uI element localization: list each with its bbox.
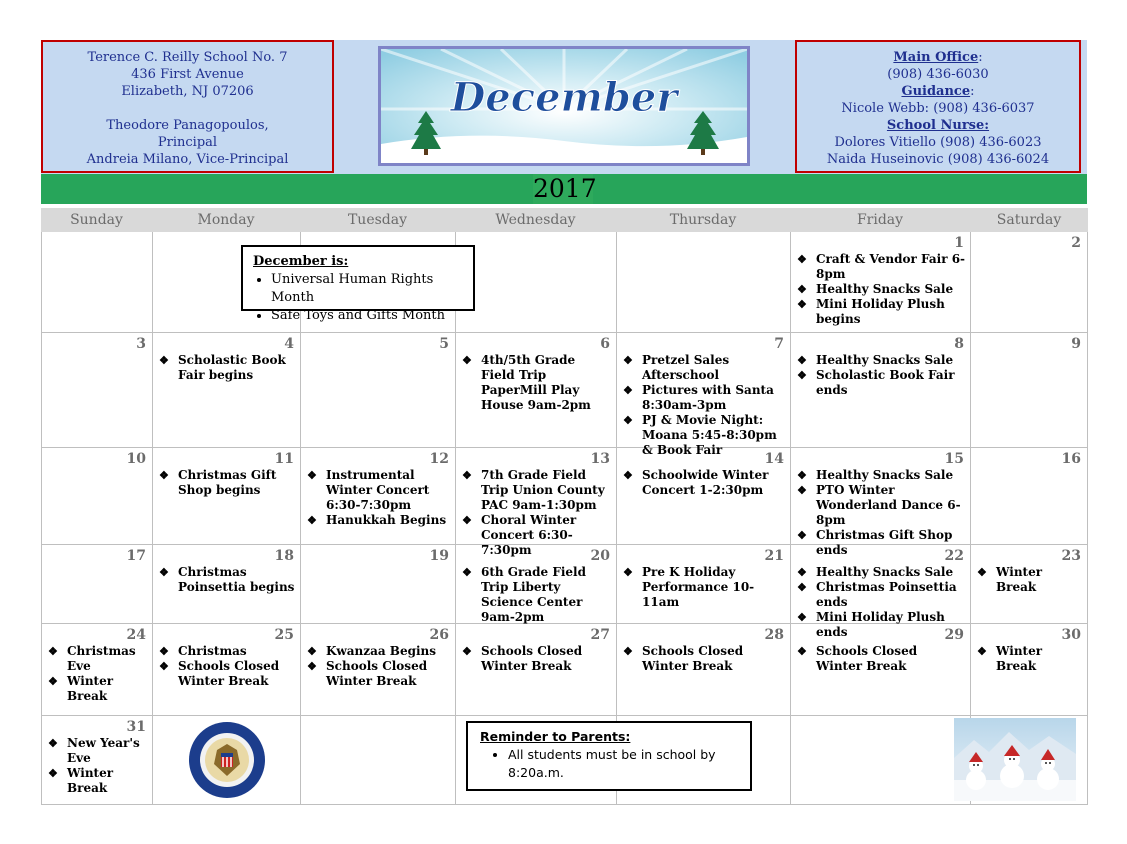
diamond-bullet-icon: ❖ [797, 566, 807, 579]
day-header-monday: Monday [152, 208, 301, 232]
event-text: Schools Closed Winter Break [178, 659, 280, 688]
day-number: 31 [126, 719, 146, 735]
event-text: Healthy Snacks Sale [816, 353, 954, 367]
day-number: 10 [126, 451, 146, 467]
nurse-contact-2: Naida Huseinovic (908) 436-6024 [826, 152, 1050, 167]
day-cell [41, 624, 152, 716]
event-text: Healthy Snacks Sale [816, 282, 954, 296]
day-cell [616, 545, 790, 624]
day-cell [455, 545, 616, 624]
school-info-box [41, 40, 334, 173]
observance-item: • Universal Human Rights Month [271, 271, 463, 307]
diamond-bullet-icon: ❖ [797, 369, 807, 382]
day-number: 26 [429, 627, 449, 643]
event-item [977, 565, 1083, 595]
day-number: 25 [274, 627, 294, 643]
diamond-bullet-icon: ❖ [623, 384, 633, 397]
diamond-bullet-icon: ❖ [462, 566, 472, 579]
day-number: 27 [590, 627, 610, 643]
day-cell [455, 333, 616, 448]
event-text: Schools Closed Winter Break [816, 644, 918, 673]
state-seal-icon [184, 720, 270, 800]
diamond-bullet-icon: ❖ [623, 645, 633, 658]
event-text: PTO Winter Wonderland Dance 6-8pm [816, 483, 961, 527]
event-text: Pre K Holiday Performance 10-11am [642, 565, 755, 609]
day-cell [455, 624, 616, 716]
reminder-item: • All students must be in school by 8:20a.m. [508, 746, 738, 782]
event-item [623, 383, 786, 413]
day-number: 21 [764, 548, 784, 564]
diamond-bullet-icon: ❖ [307, 514, 317, 527]
empty-day-cell [616, 232, 790, 333]
event-text: Christmas Poinsettia begins [178, 565, 295, 594]
main-office-phone: (908) 436-6030 [887, 67, 989, 82]
event-item [462, 353, 612, 413]
day-header-wednesday: Wednesday [455, 208, 617, 232]
event-text: Winter Break [67, 766, 114, 795]
day-cell [970, 333, 1088, 448]
school-address-line2: Elizabeth, NJ 07206 [121, 84, 254, 99]
diamond-bullet-icon: ❖ [797, 581, 807, 594]
diamond-bullet-icon: ❖ [797, 611, 807, 624]
event-text: New Year's Eve [67, 736, 140, 765]
day-cell [41, 448, 152, 545]
day-number: 30 [1061, 627, 1081, 643]
event-text: Schoolwide Winter Concert 1-2:30pm [642, 468, 769, 497]
banner-month: December [450, 74, 678, 121]
event-text: Scholastic Book Fair begins [178, 353, 286, 382]
event-item [797, 468, 966, 483]
diamond-bullet-icon: ❖ [797, 253, 807, 266]
diamond-bullet-icon: ❖ [48, 645, 58, 658]
diamond-bullet-icon: ❖ [159, 469, 169, 482]
day-number: 17 [126, 548, 146, 564]
event-item [48, 736, 148, 766]
day-number: 5 [439, 336, 449, 352]
diamond-bullet-icon: ❖ [623, 414, 633, 427]
diamond-bullet-icon: ❖ [797, 469, 807, 482]
event-item [48, 674, 148, 704]
empty-day-cell [790, 716, 970, 805]
day-cell [152, 333, 300, 448]
day-cell [152, 545, 300, 624]
event-item [623, 565, 786, 610]
event-text: Craft & Vendor Fair 6-8pm [816, 252, 966, 281]
event-item [159, 353, 296, 383]
event-item [797, 368, 966, 398]
empty-day-cell [455, 232, 616, 333]
event-item [307, 659, 451, 689]
event-item [462, 565, 612, 625]
day-cell [790, 333, 970, 448]
day-number: 18 [274, 548, 294, 564]
day-number: 9 [1071, 336, 1081, 352]
diamond-bullet-icon: ❖ [462, 469, 472, 482]
event-item [307, 468, 451, 513]
vice-principal: Andreia Milano, Vice-Principal [86, 152, 289, 167]
event-item [159, 659, 296, 689]
december-observances-box [241, 245, 475, 323]
event-text: Schools Closed Winter Break [642, 644, 744, 673]
event-text: Schools Closed Winter Break [481, 644, 583, 673]
event-item [797, 580, 966, 610]
day-number: 6 [600, 336, 610, 352]
observance-item: • Safe Toys and Gifts Month [271, 307, 463, 325]
diamond-bullet-icon: ❖ [797, 484, 807, 497]
day-number: 15 [944, 451, 964, 467]
main-office-label: Main Office [893, 50, 979, 65]
event-item [797, 565, 966, 580]
reminder-box [466, 721, 752, 791]
day-header-saturday: Saturday [970, 208, 1089, 232]
diamond-bullet-icon: ❖ [797, 298, 807, 311]
event-text: Winter Break [67, 674, 114, 703]
day-cell [970, 624, 1088, 716]
event-text: Christmas Eve [67, 644, 136, 673]
event-item [48, 766, 148, 796]
day-number: 16 [1061, 451, 1081, 467]
diamond-bullet-icon: ❖ [623, 354, 633, 367]
school-address-line1: 436 First Avenue [131, 67, 244, 82]
empty-day-cell [300, 716, 455, 805]
year-label: 2017 [533, 174, 597, 203]
diamond-bullet-icon: ❖ [797, 645, 807, 658]
diamond-bullet-icon: ❖ [159, 645, 169, 658]
diamond-bullet-icon: ❖ [797, 354, 807, 367]
event-item [797, 644, 966, 674]
day-cell [300, 448, 455, 545]
day-cell [790, 232, 970, 333]
event-text: Christmas Poinsettia ends [816, 580, 957, 609]
day-number: 11 [274, 451, 294, 467]
day-cell [300, 624, 455, 716]
diamond-bullet-icon: ❖ [977, 645, 987, 658]
event-item [159, 644, 296, 659]
event-text: PJ & Movie Night: Moana 5:45-8:30pm & Book Fair [642, 413, 777, 457]
event-item [797, 252, 966, 282]
day-number: 7 [774, 336, 784, 352]
diamond-bullet-icon: ❖ [48, 675, 58, 688]
day-number: 13 [590, 451, 610, 467]
day-number: 20 [590, 548, 610, 564]
day-number: 19 [429, 548, 449, 564]
diamond-bullet-icon: ❖ [797, 283, 807, 296]
day-cell [300, 333, 455, 448]
day-header-thursday: Thursday [616, 208, 791, 232]
december-box-title: December is: [253, 254, 349, 269]
day-number: 12 [429, 451, 449, 467]
diamond-bullet-icon: ❖ [48, 767, 58, 780]
day-number: 3 [136, 336, 146, 352]
diamond-bullet-icon: ❖ [307, 469, 317, 482]
event-text: Schools Closed Winter Break [326, 659, 428, 688]
event-item [797, 297, 966, 327]
event-text: Hanukkah Begins [326, 513, 447, 527]
day-number: 1 [954, 235, 964, 251]
december-banner [378, 46, 750, 166]
event-text: Kwanzaa Begins [326, 644, 437, 658]
event-text: Winter Break [996, 565, 1043, 594]
event-item [977, 644, 1083, 674]
day-cell [300, 545, 455, 624]
nurse-contact-1: Dolores Vitiello (908) 436-6023 [834, 135, 1042, 150]
day-cell [616, 448, 790, 545]
day-number: 14 [764, 451, 784, 467]
principal-title: Principal [157, 135, 218, 150]
diamond-bullet-icon: ❖ [159, 660, 169, 673]
day-cell [152, 624, 300, 716]
event-item [462, 644, 612, 674]
diamond-bullet-icon: ❖ [159, 566, 169, 579]
school-nurse-label: School Nurse: [886, 118, 990, 133]
diamond-bullet-icon: ❖ [462, 645, 472, 658]
school-name: Terence C. Reilly School No. 7 [87, 50, 288, 65]
day-cell [616, 624, 790, 716]
event-item [797, 483, 966, 528]
reminder-title: Reminder to Parents: [480, 729, 631, 744]
day-cell [970, 232, 1088, 333]
diamond-bullet-icon: ❖ [307, 645, 317, 658]
event-text: Mini Holiday Plush ends [816, 610, 945, 639]
diamond-bullet-icon: ❖ [462, 514, 472, 527]
event-item [462, 468, 612, 513]
day-number: 28 [764, 627, 784, 643]
event-text: Christmas Gift Shop begins [178, 468, 277, 497]
event-text: Christmas [178, 644, 247, 658]
day-cell [41, 545, 152, 624]
calendar-grid [41, 208, 1088, 805]
day-number: 23 [1061, 548, 1081, 564]
day-header-friday: Friday [790, 208, 971, 232]
diamond-bullet-icon: ❖ [48, 737, 58, 750]
day-header-tuesday: Tuesday [300, 208, 456, 232]
diamond-bullet-icon: ❖ [462, 354, 472, 367]
event-item [623, 468, 786, 498]
event-text: Mini Holiday Plush begins [816, 297, 945, 326]
diamond-bullet-icon: ❖ [977, 566, 987, 579]
principal-name: Theodore Panagopoulos, [106, 118, 269, 133]
event-text: Pretzel Sales Afterschool [642, 353, 730, 382]
event-text: 7th Grade Field Trip Union County PAC 9am-1:30pm [481, 468, 605, 512]
diamond-bullet-icon: ❖ [307, 660, 317, 673]
office-contacts-box: Main Office: (908) 436-6030 Guidance: Nicole Webb: (908) 436-6037 School Nurse: Dolores Vitiello (908) 436-6023 Naida Huseinovic (908) 436-6024 [795, 40, 1081, 173]
day-number: 22 [944, 548, 964, 564]
day-cell [41, 333, 152, 448]
day-number: 8 [954, 336, 964, 352]
guidance-contact: Nicole Webb: (908) 436-6037 [841, 101, 1035, 116]
day-number: 24 [126, 627, 146, 643]
event-item [623, 644, 786, 674]
event-item [307, 513, 451, 528]
banner-art [381, 49, 747, 163]
event-text: 6th Grade Field Trip Liberty Science Center 9am-2pm [481, 565, 587, 624]
event-item [797, 282, 966, 297]
diamond-bullet-icon: ❖ [623, 469, 633, 482]
event-text: Christmas Gift Shop ends [816, 528, 953, 557]
empty-day-cell [41, 232, 152, 333]
snowmen-picture-icon [954, 718, 1076, 801]
event-text: 4th/5th Grade Field Trip PaperMill Play House 9am-2pm [481, 353, 591, 412]
event-text: Healthy Snacks Sale [816, 565, 954, 579]
event-item [623, 353, 786, 383]
day-cell [970, 448, 1088, 545]
event-item [797, 353, 966, 368]
event-text: Pictures with Santa 8:30am-3pm [642, 383, 774, 412]
event-text: Choral Winter Concert 6:30-7:30pm [481, 513, 577, 557]
day-cell [616, 333, 790, 457]
day-number: 2 [1071, 235, 1081, 251]
day-cell [152, 448, 300, 545]
event-text: Instrumental Winter Concert 6:30-7:30pm [326, 468, 430, 512]
event-item [159, 565, 296, 595]
day-cell [970, 545, 1088, 624]
day-header-sunday: Sunday [41, 208, 153, 232]
event-item [307, 644, 451, 659]
day-cell [41, 716, 152, 805]
diamond-bullet-icon: ❖ [159, 354, 169, 367]
event-item [48, 644, 148, 674]
guidance-label: Guidance [901, 84, 971, 99]
day-cell [790, 624, 970, 716]
diamond-bullet-icon: ❖ [623, 566, 633, 579]
day-number: 4 [284, 336, 294, 352]
event-text: Healthy Snacks Sale [816, 468, 954, 482]
event-item [159, 468, 296, 498]
event-text: Winter Break [996, 644, 1043, 673]
event-text: Scholastic Book Fair ends [816, 368, 955, 397]
day-number: 29 [944, 627, 964, 643]
diamond-bullet-icon: ❖ [797, 529, 807, 542]
